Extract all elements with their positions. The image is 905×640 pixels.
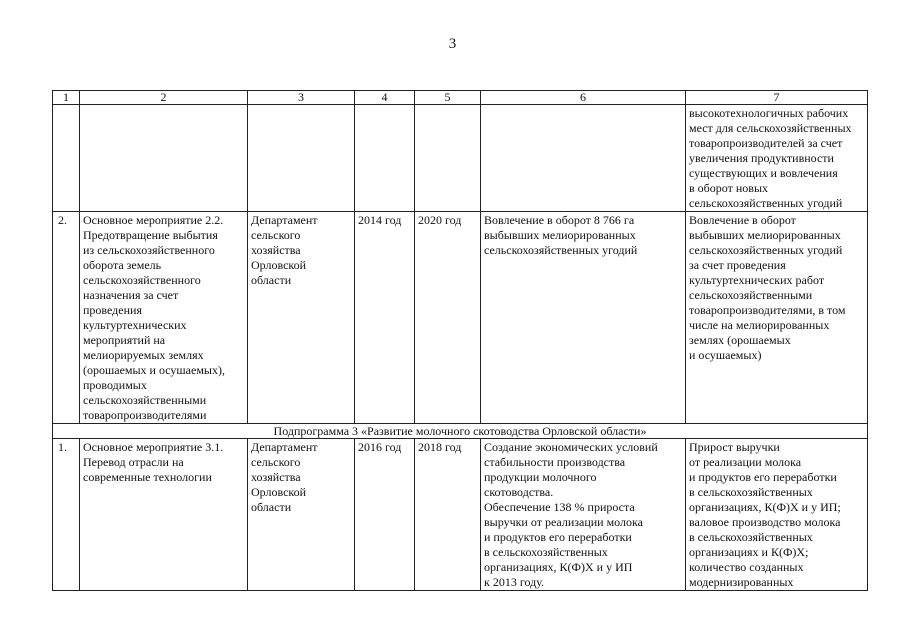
table-row bbox=[53, 105, 868, 212]
row-number-cell: 2. bbox=[53, 212, 80, 424]
row-number-cell: 1. bbox=[53, 439, 80, 591]
program-table bbox=[52, 90, 868, 591]
measure-cell: Основное мероприятие 3.1. Перевод отрасли на современные технологии bbox=[80, 439, 248, 591]
executor-cell bbox=[248, 105, 355, 212]
column-number: 7 bbox=[686, 91, 868, 105]
column-number: 4 bbox=[355, 91, 415, 105]
expected-result-cell bbox=[481, 105, 686, 212]
subprogram-title: Подпрограмма 3 «Развитие молочного скотоводства Орловской области» bbox=[53, 424, 868, 439]
row-number-cell bbox=[53, 105, 80, 212]
executor-cell: Департамент сельского хозяйства Орловской области bbox=[248, 439, 355, 591]
expected-result-cell: Создание экономических условий стабильности производства продукции молочного скотоводства. Обеспечение 138 % прироста выручки от реализации молока и продуктов его переработки в сельскохозяйственных организациях, К(Ф)Х и у ИП к 2013 году. bbox=[481, 439, 686, 591]
measure-cell: Основное мероприятие 2.2. Предотвращение выбытия из сельскохозяйственного оборота земель сельскохозяйственного назначения за счет проведения культуртехнических мероприятий на мелиорируемых землях (орошаемых и осушаемых), проводимых сельскохозяйственными товаропроизводителями bbox=[80, 212, 248, 424]
column-number: 6 bbox=[481, 91, 686, 105]
column-number: 2 bbox=[80, 91, 248, 105]
table-row bbox=[53, 439, 868, 591]
start-year-cell: 2014 год bbox=[355, 212, 415, 424]
column-number: 3 bbox=[248, 91, 355, 105]
subprogram-row bbox=[53, 424, 868, 439]
column-number: 1 bbox=[53, 91, 80, 105]
indicator-cell: высокотехнологичных рабочих мест для сельскохозяйственных товаропроизводителей за счет увеличения продуктивности существующих и вовлечения в оборот новых сельскохозяйственных угодий bbox=[686, 105, 868, 212]
executor-cell: Департамент сельского хозяйства Орловской области bbox=[248, 212, 355, 424]
end-year-cell bbox=[415, 105, 481, 212]
table-row bbox=[53, 212, 868, 424]
page-number: 3 bbox=[448, 36, 457, 52]
column-number-row bbox=[53, 91, 868, 105]
expected-result-cell: Вовлечение в оборот 8 766 га выбывших мелиорированных сельскохозяйственных угодий bbox=[481, 212, 686, 424]
start-year-cell bbox=[355, 105, 415, 212]
column-number: 5 bbox=[415, 91, 481, 105]
start-year-cell: 2016 год bbox=[355, 439, 415, 591]
measure-cell bbox=[80, 105, 248, 212]
indicator-cell: Прирост выручки от реализации молока и продуктов его переработки в сельскохозяйственных организациях, К(Ф)Х и у ИП; валовое производство молока в сельскохозяйственных организациях и К(Ф)Х; количество созданных модернизированных bbox=[686, 439, 868, 591]
end-year-cell: 2020 год bbox=[415, 212, 481, 424]
end-year-cell: 2018 год bbox=[415, 439, 481, 591]
indicator-cell: Вовлечение в оборот выбывших мелиорированных сельскохозяйственных угодий за счет проведения культуртехнических работ сельскохозяйственными товаропроизводителями, в том числе на мелиорированных землях (орошаемых и осушаемых) bbox=[686, 212, 868, 424]
